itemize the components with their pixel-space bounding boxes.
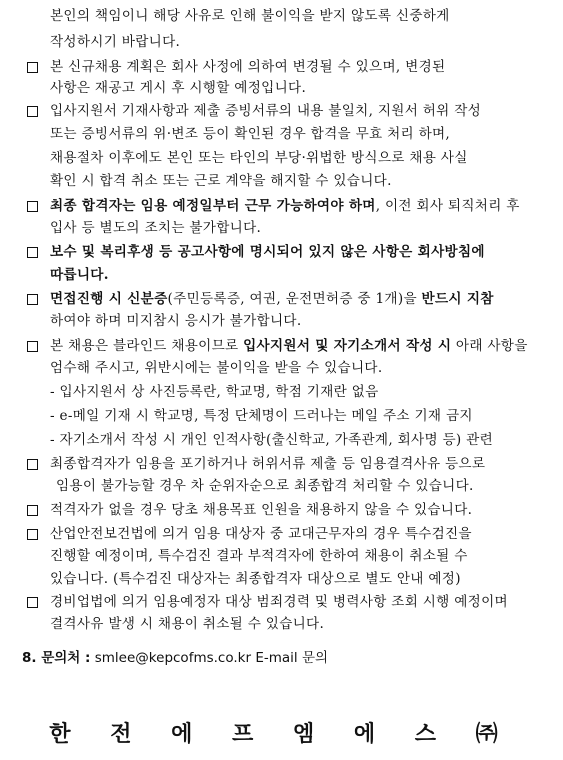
checkbox [27,341,38,352]
item-text-line: 보수 및 복리후생 등 공고사항에 명시되어 있지 않은 사항은 회사방침에 [50,244,485,260]
item-text-line: 경비업법에 의거 임용예정자 대상 범죄경력 및 병력사항 조회 시행 예정이며 [50,594,508,610]
item-text-line: 본 채용은 블라인드 채용이므로 입사지원서 및 자기소개서 작성 시 아래 사항을 [50,338,528,354]
checkbox [27,294,38,305]
checkbox [27,62,38,73]
item-text-line: 작성하시기 바랍니다. [50,34,181,50]
item-text-line: 채용절차 이후에도 본인 또는 타인의 부당·위법한 방식으로 채용 사실 [50,150,468,166]
item-text-line: 엄수해 주시고, 위반시에는 불이익을 받을 수 있습니다. [50,360,383,376]
contact-line [22,646,328,666]
contact-email[interactable]: smlee@kepcofms.co.kr [94,650,252,666]
checkbox [27,505,38,516]
contact-label: 8. 문의처 : [22,650,91,666]
checkbox [27,106,38,117]
item-text-line: 최종 합격자는 임용 예정일부터 근무 가능하여야 하며, 이전 회사 퇴직처리 후 [50,198,520,214]
item-text-line: 결격사유 발생 시 채용이 취소될 수 있습니다. [50,616,325,632]
checkbox [27,597,38,608]
item-text-line: 최종합격자가 임용을 포기하거나 허위서류 제출 등 임용결격사유 등으로 [50,456,486,472]
item-text-line: - e-메일 기재 시 학교명, 특정 단체명이 드러나는 메일 주소 기재 금지 [50,408,473,424]
item-text-line: 있습니다. (특수검진 대상자는 최종합격자 대상으로 별도 안내 예정) [50,571,461,587]
checkbox [27,459,38,470]
item-text-line: 입사지원서 기재사항과 제출 증빙서류의 내용 불일치, 지원서 허위 작성 [50,103,482,119]
company-name: 한 전 에 프 엠 에 스 ㈜ [49,721,514,747]
item-text-line: 또는 증빙서류의 위·변조 등이 확인된 경우 합격을 무효 처리 하며, [50,126,451,142]
item-text-line: 산업안전보건법에 의거 임용 대상자 중 교대근무자의 경우 특수검진을 [50,526,472,542]
item-text-line: 확인 시 합격 취소 또는 근로 계약을 해지할 수 있습니다. [50,173,392,189]
item-text-line: 진행할 예정이며, 특수검진 결과 부적격자에 한하여 채용이 취소될 수 [50,548,468,564]
item-text-line: 하여야 하며 미지참시 응시가 불가합니다. [50,313,302,329]
item-text-line: 사항은 재공고 게시 후 시행할 예정입니다. [50,80,307,96]
item-text-line: - 자기소개서 작성 시 개인 인적사항(출신학교, 가족관계, 회사명 등) 관련 [50,432,494,448]
item-text-line: 적격자가 없을 경우 당초 채용목표 인원을 채용하지 않을 수 있습니다. [50,502,473,518]
item-text-line: 본 신규채용 계획은 회사 사정에 의하여 변경될 수 있으며, 변경된 [50,59,446,75]
item-text-line: - 입사지원서 상 사진등록란, 학교명, 학점 기재란 없음 [50,384,379,400]
item-text-line: 면접진행 시 신분증(주민등록증, 여권, 운전면허증 중 1개)을 반드시 지참 [50,291,494,307]
item-text-line: 입사 등 별도의 조치는 불가합니다. [50,220,262,236]
item-text-line: 본인의 책임이니 해당 사유로 인해 불이익을 받지 않도록 신중하게 [50,8,450,24]
item-text-line: 임용이 불가능할 경우 차 순위자순으로 최종합격 처리할 수 있습니다. [56,478,474,494]
contact-suffix: E-mail 문의 [255,650,329,666]
checkbox [27,247,38,258]
checkbox [27,529,38,540]
checkbox [27,201,38,212]
item-text-line: 따릅니다. [50,267,109,283]
